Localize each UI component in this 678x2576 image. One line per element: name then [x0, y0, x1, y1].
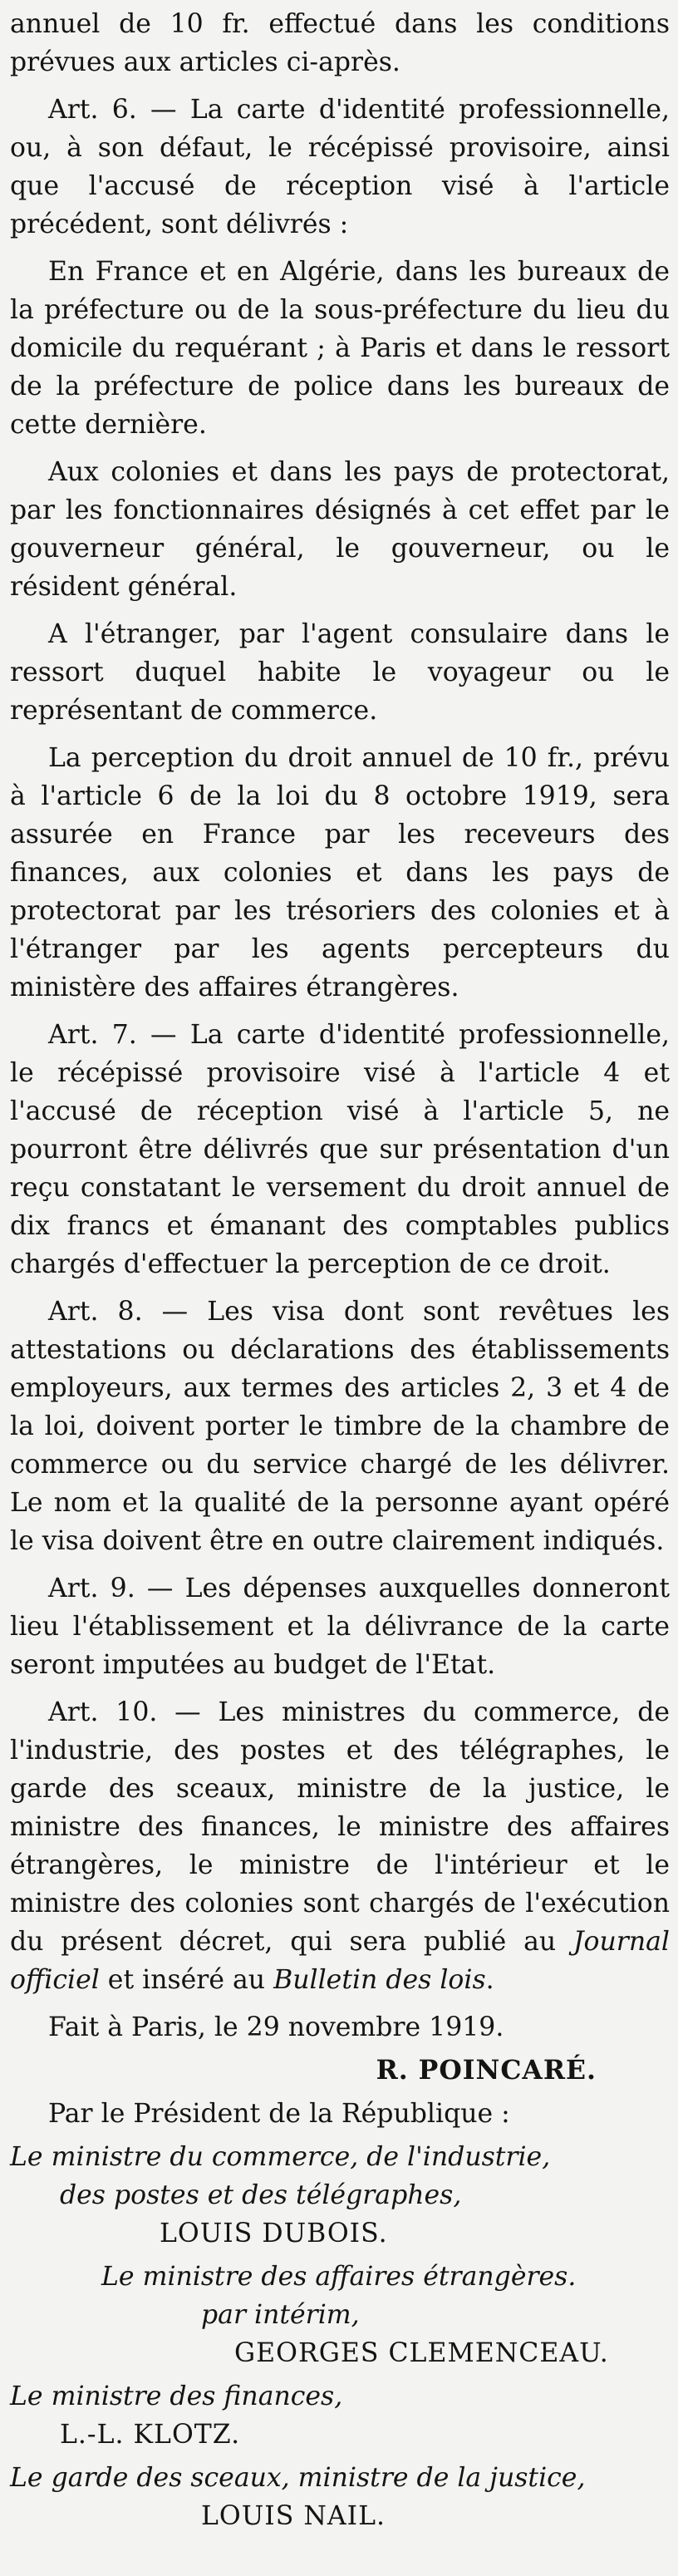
france-algeria-paragraph: En France et en Algérie, dans les bureaux de la préfecture ou de la sous-préfecture du lieu du domicile du requérant ; à Paris et dans le ressort de la préfecture de police dans les bureaux de cette dernière.	[10, 257, 670, 440]
article-10-middle: et inséré au	[99, 1965, 274, 1995]
fee-collection-paragraph: La perception du droit annuel de 10 fr., prévu à l'article 6 de la loi du 8 octobre 1919, sera assurée en France par les receveurs des finances, aux colonies et dans les pays de protectorat par les trésoriers des colonies et à l'étranger par les agents percepteurs du ministère des affaires étrangères.	[10, 743, 670, 1002]
bulletin-des-lois-title: Bulletin des lois	[273, 1965, 486, 1995]
president-signature	[10, 2051, 670, 2090]
signatory-title-line: par intérim,	[201, 2300, 360, 2330]
colonies-paragraph: Aux colonies et dans les pays de protectorat, par les fonctionnaires désignés à cet effet par le gouverneur général, le gouverneur, ou le résident général.	[10, 457, 670, 602]
article-10-text: Art. 10. — Les ministres du commerce, de l'industrie, des postes et des télégraphes, le garde des sceaux, ministre de la justice, le ministre des finances, le ministre des affaires étrangères, le ministre de l'intérieur et le ministre des colonies sont chargés de l'exécution du présent décret, qui sera publié au	[10, 1697, 670, 1957]
signatory-name: LOUIS NAIL.	[201, 2501, 386, 2531]
signatory-foreign-affairs	[10, 2258, 670, 2372]
article-7-paragraph: Art. 7. — La carte d'identité professionnelle, le récépissé provisoire visé à l'article 4 et l'accusé de réception visé à l'article 5, ne pourront être délivrés que sur présentation d'un reçu constatant le versement du droit annuel de dix francs et émanant des comptables publics chargés d'effectuer la perception de ce droit.	[10, 1020, 670, 1279]
signatory-name: LOUIS DUBOIS.	[160, 2219, 388, 2248]
journal-officiel-title: Journal officiel	[10, 1927, 670, 1995]
decree-text-column	[10, 5, 670, 2535]
article-8-paragraph: Art. 8. — Les visa dont sont revêtues les attestations ou déclarations des établissements employeurs, aux termes des articles 2, 3 et 4 de la loi, doivent porter le timbre de la chambre de commerce ou du service chargé de les délivrer. Le nom et la qualité de la personne ayant opéré le visa doivent être en outre clairement indiqués.	[10, 1297, 670, 1556]
signatory-title-line: Le garde des sceaux, ministre de la justice,	[10, 2463, 586, 2493]
signatory-name: L.-L. KLOTZ.	[60, 2420, 241, 2450]
signatory-title-line: Le ministre des finances,	[10, 2381, 343, 2411]
president-name: R. POINCARÉ.	[376, 2055, 597, 2086]
signatory-title-line: des postes et des télégraphes,	[60, 2180, 462, 2210]
signatory-finances	[10, 2377, 670, 2454]
signatory-name: GEORGES CLEMENCEAU.	[234, 2338, 609, 2368]
article-10-paragraph	[10, 1693, 670, 1999]
article-9-paragraph: Art. 9. — Les dépenses auxquelles donneront lieu l'établissement et la délivrance de la carte seront imputées au budget de l'Etat.	[10, 1574, 670, 1680]
place-date-line: Fait à Paris, le 29 novembre 1919.	[48, 2012, 504, 2042]
signatory-title-line: Le ministre du commerce, de l'industrie,	[10, 2142, 551, 2172]
abroad-paragraph: A l'étranger, par l'agent consulaire dans le ressort duquel habite le voyageur ou le représentant de commerce.	[10, 619, 670, 726]
signatory-commerce	[10, 2138, 670, 2253]
article-10-end: .	[485, 1965, 494, 1995]
opening-fragment: annuel de 10 fr. effectué dans les conditions prévues aux articles ci-après.	[10, 9, 670, 77]
article-6-paragraph: Art. 6. — La carte d'identité professionnelle, ou, à son défaut, le récépissé provisoire, ainsi que l'accusé de réception visé à l'article précédent, sont délivrés :	[10, 95, 670, 239]
by-president-line: Par le Président de la République :	[48, 2099, 510, 2129]
signatory-title-line: Le ministre des affaires étrangères.	[101, 2262, 577, 2292]
signatory-justice	[10, 2459, 670, 2535]
